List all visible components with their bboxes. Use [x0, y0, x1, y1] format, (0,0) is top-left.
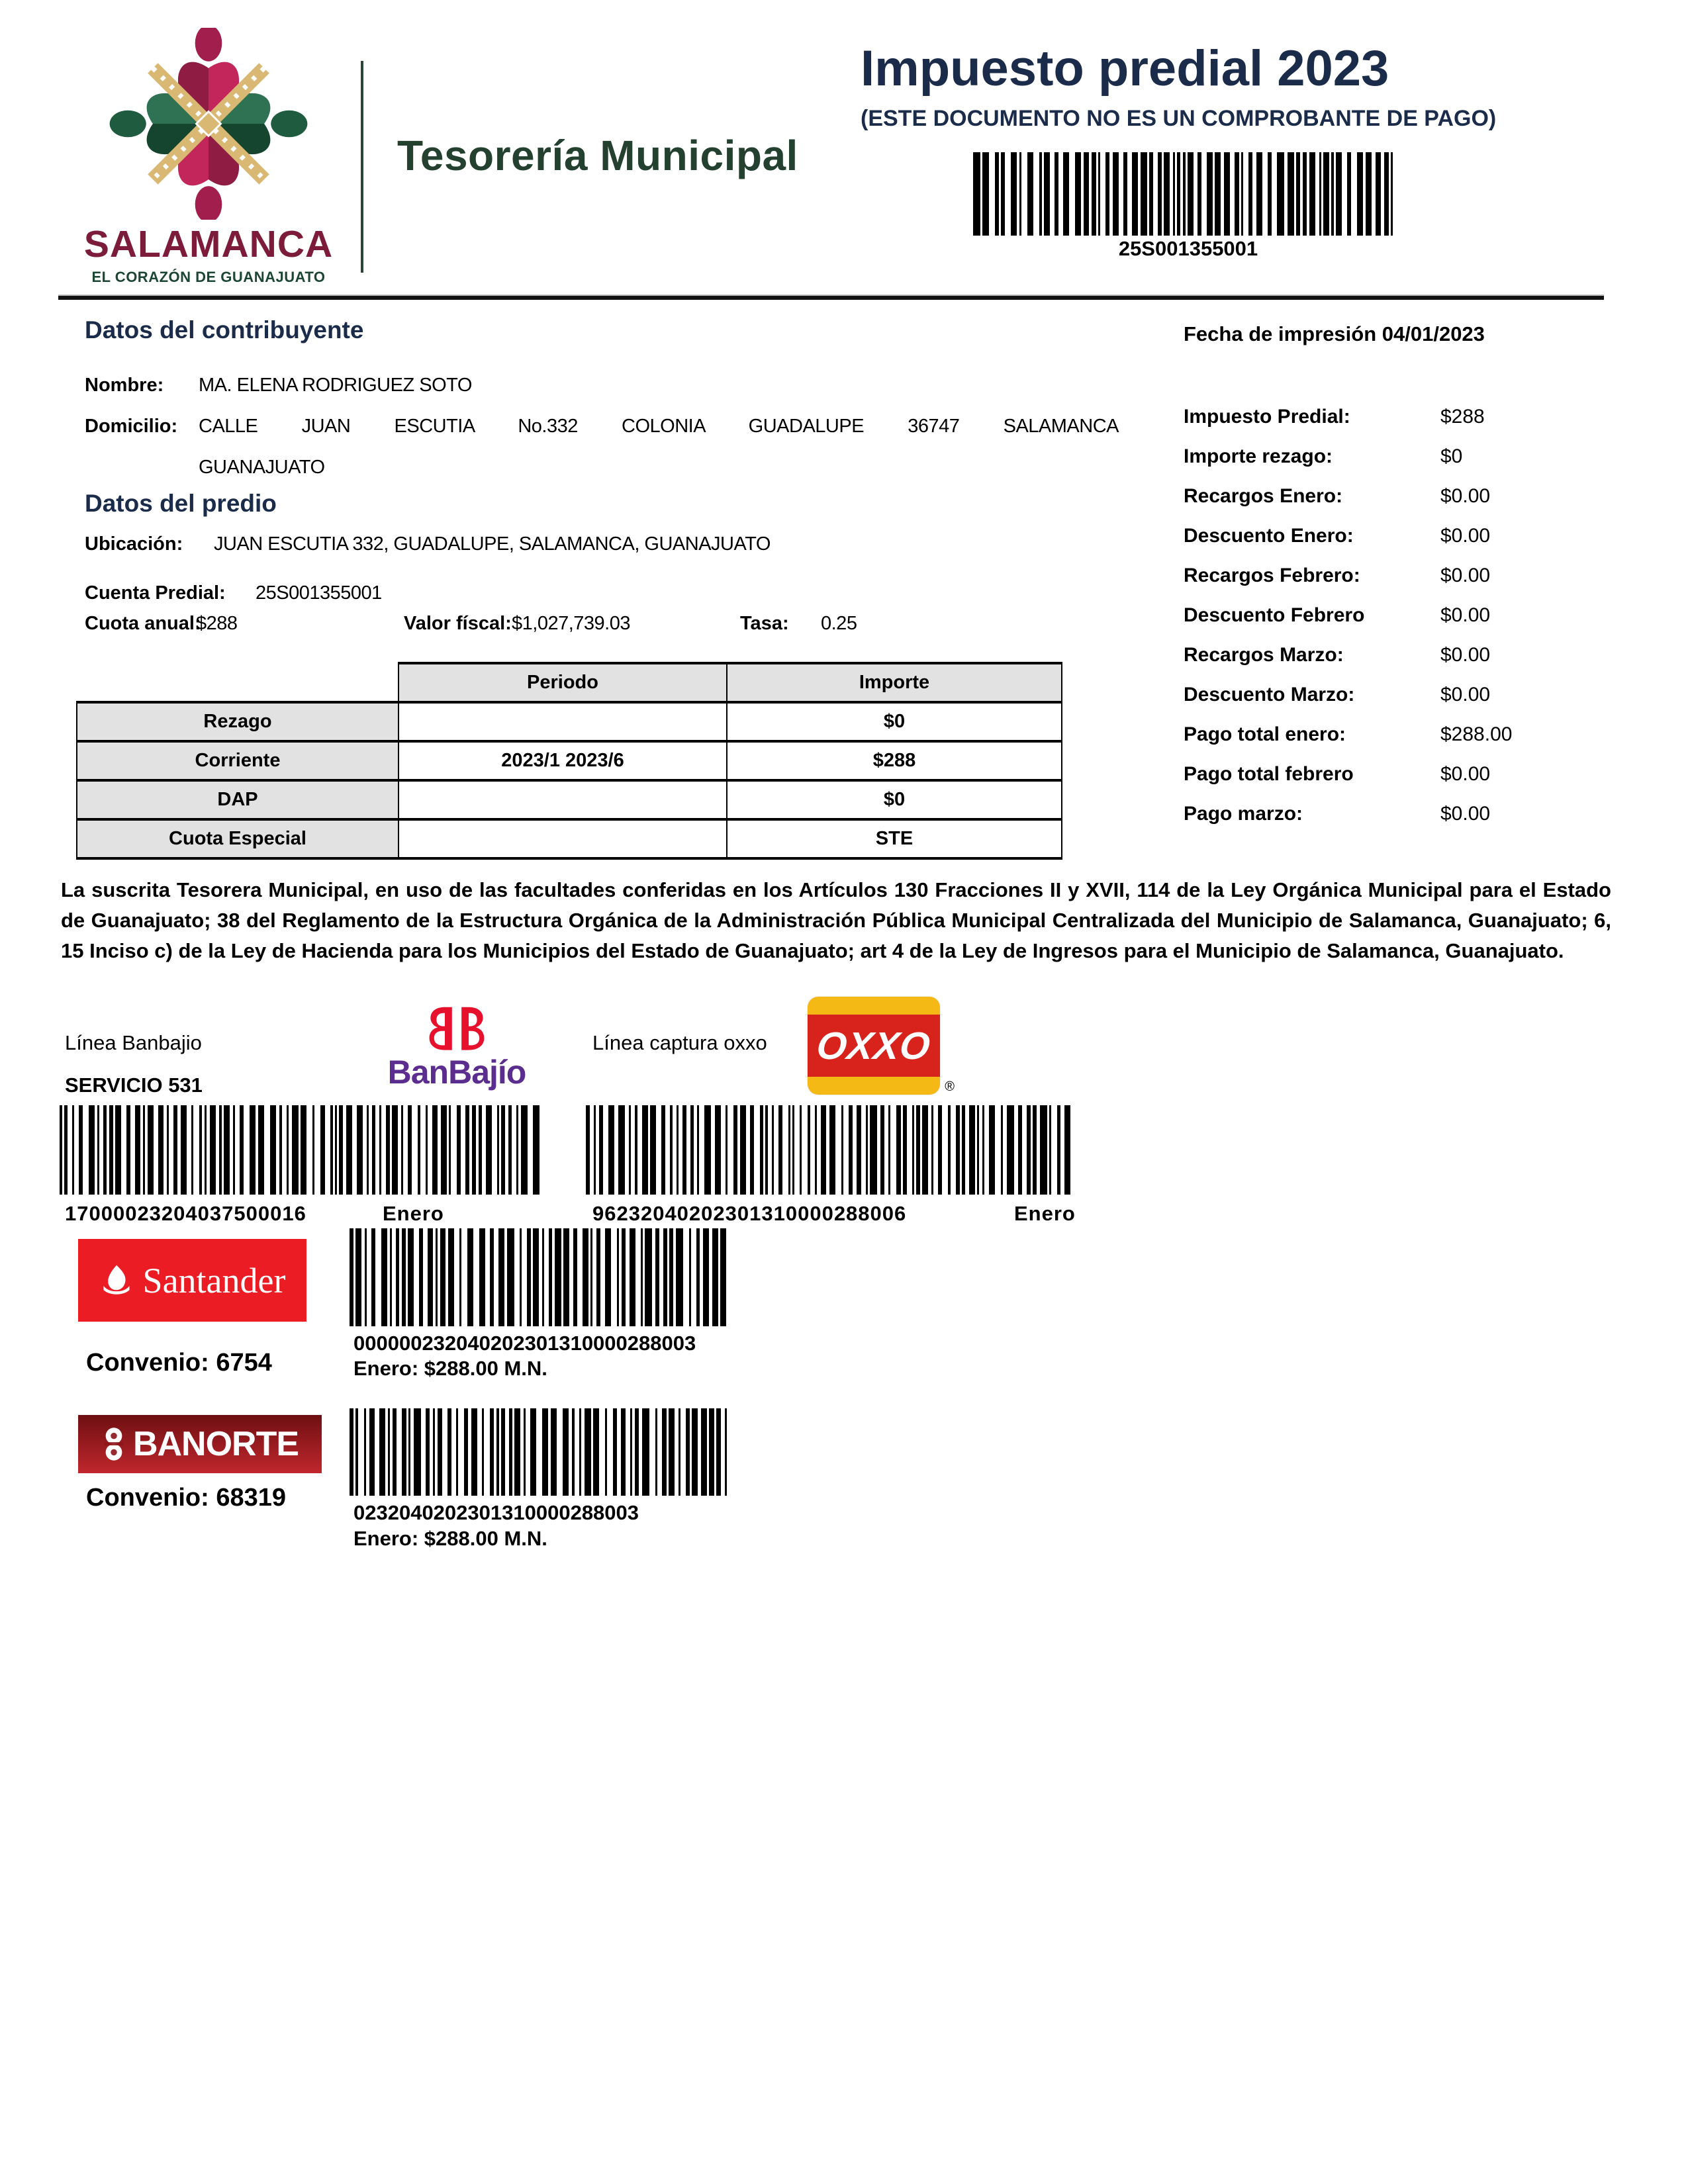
resumen-panel [1184, 397, 1634, 834]
oxxo-mid [808, 1015, 940, 1077]
banbajio-servicio: SERVICIO 531 [65, 1073, 203, 1097]
oxxo-band-top [808, 997, 940, 1015]
santander-logo [78, 1239, 306, 1322]
banorte-wordmark: BANORTE [132, 1425, 299, 1463]
valor-label: Valor físcal: [404, 613, 512, 634]
banorte-convenio: Convenio: 68319 [86, 1484, 286, 1512]
row-label: DAP [77, 780, 399, 819]
table-header-row [77, 663, 1062, 702]
santander-flame-icon [99, 1263, 134, 1298]
salamanca-logo [73, 28, 344, 286]
resumen-row [1184, 675, 1634, 715]
brand-tagline: EL CORAZÓN DE GUANAJUATO [91, 269, 326, 285]
banorte-pago: Enero: $288.00 M.N. [353, 1527, 547, 1550]
banbajio-mes: Enero [383, 1202, 444, 1225]
section-divider [58, 295, 1604, 300]
legal-paragraph: La suscrita Tesorera Municipal, en uso de las facultades conferidas en los Artículos 130 Fracciones II y XVII, 114 de la Ley Orgánica Municipal para el Estado de Guanajuato; 38 del Reglamento de la Estructura Orgánica de la Administración Pública Municipal Centralizada del Municipio de Salamanca, Guanajuato; 6, 15 Inciso c) de la Ley de Hacienda para los Municipios del Estado de Guanajuato; art 4 de la Ley de Ingresos para el Municipio de Salamanca, Guanajuato. [61, 878, 1611, 962]
table-header-periodo: Periodo [399, 663, 727, 702]
resumen-label: Pago total enero: [1184, 723, 1346, 745]
resumen-label: Recargos Enero: [1184, 485, 1343, 507]
header-divider [361, 61, 363, 273]
resumen-value: $0.00 [1440, 684, 1491, 705]
banbajio-mark-icon [421, 1006, 492, 1054]
nombre-value: MA. ELENA RODRIGUEZ SOTO [199, 375, 472, 396]
table-row [77, 741, 1062, 780]
resumen-value: $0.00 [1440, 485, 1491, 507]
oxxo-barcode-number: 96232040202301310000288006 [592, 1202, 907, 1225]
oxxo-linea-label: Línea captura oxxo [592, 1031, 767, 1054]
row-label: Cuota Especial [77, 819, 399, 858]
oxxo-band-bottom [808, 1077, 940, 1095]
contribuyente-heading: Datos del contribuyente [85, 316, 364, 343]
resumen-label: Descuento Febrero [1184, 604, 1365, 626]
department-title: Tesorería Municipal [397, 132, 798, 179]
account-barcode [973, 152, 1403, 236]
row-periodo [399, 702, 727, 741]
banbajio-wordmark: BanBajío [387, 1054, 526, 1091]
table-header-importe: Importe [727, 663, 1062, 702]
domicilio-label: Domicilio: [85, 416, 178, 437]
resumen-value: $288.00 [1440, 723, 1513, 745]
resumen-value: $0.00 [1440, 565, 1491, 586]
resumen-row [1184, 397, 1634, 437]
resumen-row [1184, 516, 1634, 556]
santander-pago: Enero: $288.00 M.N. [353, 1357, 547, 1380]
resumen-value: $0 [1440, 445, 1463, 467]
row-importe: $288 [727, 741, 1062, 780]
resumen-label: Recargos Febrero: [1184, 565, 1360, 586]
nombre-label: Nombre: [85, 375, 164, 396]
valor-value: $1,027,739.03 [512, 613, 630, 634]
fecha-value: 04/01/2023 [1382, 322, 1485, 345]
cuota-label: Cuota anual: [85, 613, 201, 634]
resumen-value: $288 [1440, 406, 1485, 428]
domicilio-line1: CALLE JUAN ESCUTIA No.332 COLONIA GUADALUPE 36747 SALAMANCA [199, 416, 1119, 437]
resumen-row [1184, 754, 1634, 794]
santander-wordmark: Santander [142, 1260, 286, 1300]
cuota-value: $288 [196, 613, 238, 634]
santander-barcode [350, 1228, 733, 1326]
resumen-row [1184, 635, 1634, 675]
row-periodo [399, 780, 727, 819]
cuenta-label: Cuenta Predial: [85, 582, 226, 604]
santander-convenio: Convenio: 6754 [86, 1349, 272, 1377]
brand-name: SALAMANCA [83, 223, 334, 265]
salamanca-emblem-icon [109, 28, 308, 220]
row-importe: $0 [727, 702, 1062, 741]
resumen-row [1184, 437, 1634, 477]
cuenta-value: 25S001355001 [256, 582, 382, 604]
oxxo-wordmark: OXXO [814, 1024, 933, 1068]
banorte-barcode-number: 0232040202301310000288003 [353, 1501, 639, 1524]
resumen-row [1184, 556, 1634, 596]
table-row [77, 702, 1062, 741]
santander-barcode-number: 000000232040202301310000288003 [353, 1332, 696, 1355]
resumen-value: $0.00 [1440, 525, 1491, 547]
row-label: Corriente [77, 741, 399, 780]
resumen-label: Descuento Marzo: [1184, 684, 1355, 705]
document-subtitle: (ESTE DOCUMENTO NO ES UN COMPROBANTE DE PAGO) [861, 106, 1497, 131]
account-barcode-number: 25S001355001 [1118, 237, 1258, 260]
resumen-value: $0.00 [1440, 803, 1491, 825]
banorte-logo [78, 1415, 322, 1473]
resumen-value: $0.00 [1440, 763, 1491, 785]
table-row [77, 780, 1062, 819]
resumen-row [1184, 715, 1634, 754]
resumen-label: Recargos Marzo: [1184, 644, 1344, 666]
banbajio-logo [351, 1006, 563, 1091]
oxxo-logo-box [808, 997, 940, 1095]
row-importe: STE [727, 819, 1062, 858]
resumen-row [1184, 596, 1634, 635]
banbajio-barcode-number: 17000023204037500016 [65, 1202, 306, 1225]
resumen-row [1184, 794, 1634, 834]
ubicacion-value: JUAN ESCUTIA 332, GUADALUPE, SALAMANCA, GUANAJUATO [214, 533, 771, 555]
resumen-label: Pago marzo: [1184, 803, 1303, 825]
ubicacion-label: Ubicación: [85, 533, 183, 555]
banbajio-barcode [60, 1105, 539, 1195]
fecha-impresion [1184, 322, 1485, 346]
predio-heading: Datos del predio [85, 490, 277, 517]
oxxo-mes: Enero [1014, 1202, 1076, 1225]
banbajio-linea-label: Línea Banbajio [65, 1031, 202, 1054]
resumen-label: Impuesto Predial: [1184, 406, 1350, 428]
resumen-label: Descuento Enero: [1184, 525, 1354, 547]
banorte-barcode [350, 1408, 733, 1496]
periodo-table [76, 662, 1062, 860]
row-importe: $0 [727, 780, 1062, 819]
payment-section [60, 1006, 1635, 1641]
row-label: Rezago [77, 702, 399, 741]
row-periodo: 2023/1 2023/6 [399, 741, 727, 780]
resumen-label: Importe rezago: [1184, 445, 1333, 467]
resumen-label: Pago total febrero [1184, 763, 1354, 785]
oxxo-logo [808, 997, 955, 1095]
tasa-value: 0.25 [821, 613, 857, 634]
resumen-value: $0.00 [1440, 604, 1491, 626]
fecha-label: Fecha de impresión [1184, 322, 1377, 345]
resumen-value: $0.00 [1440, 644, 1491, 666]
oxxo-barcode [586, 1105, 1079, 1195]
tasa-label: Tasa: [740, 613, 789, 634]
oxxo-registered-mark: ® [945, 1079, 955, 1094]
table-row [77, 819, 1062, 858]
document-title: Impuesto predial 2023 [861, 40, 1389, 97]
domicilio-line2: GUANAJUATO [199, 457, 325, 478]
row-periodo [399, 819, 727, 858]
banorte-mark-icon [101, 1426, 126, 1462]
table-header-empty [77, 663, 399, 702]
resumen-row [1184, 477, 1634, 516]
